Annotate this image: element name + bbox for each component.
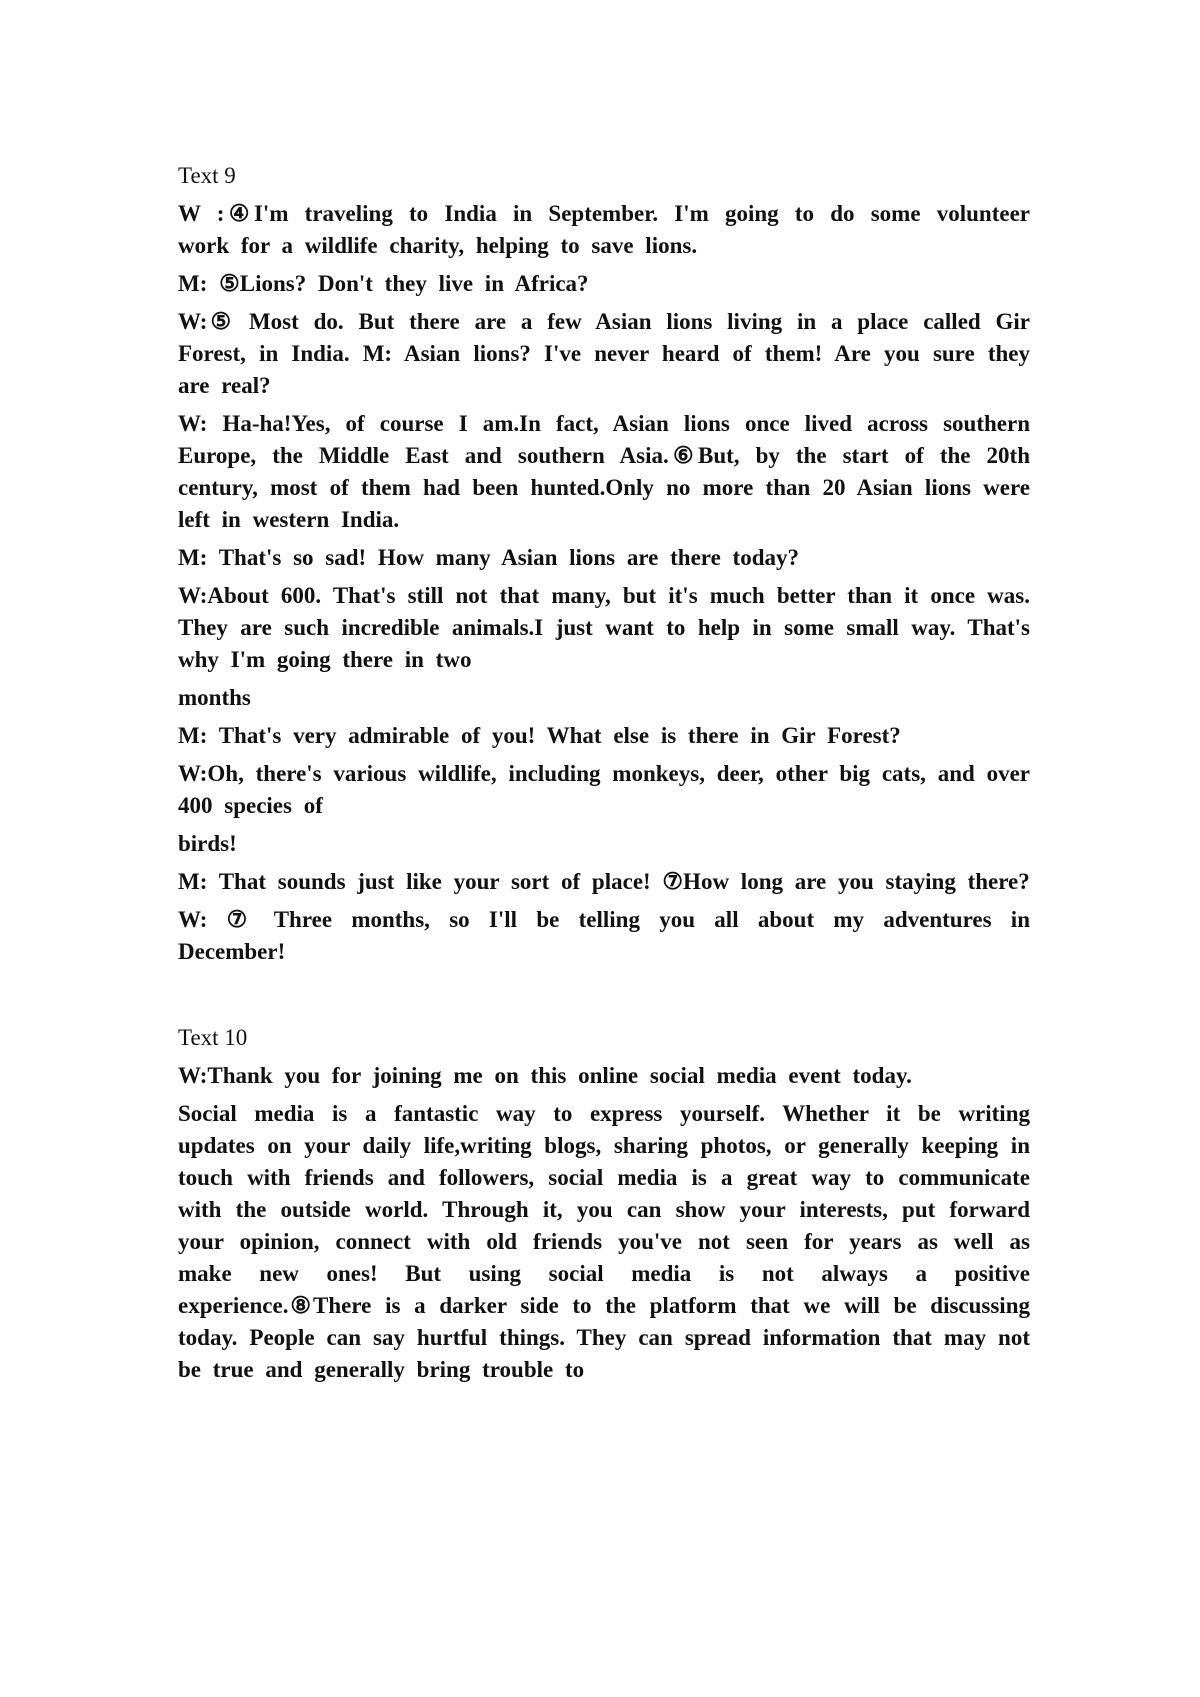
text9-paragraph: months [178,685,251,710]
text9-paragraph: W: Ha-ha!Yes, of course I am.In fact, Asian lions once lived across southern Europe, the Middle East and southern Asia.⑥But, by the start of the 20th century, most of them had been hunted.Only no more than 20 Asian lions were left in western India. [178,411,1030,532]
text10-paragraph: W:Thank you for joining me on this online social media event today. [178,1063,912,1088]
text9-paragraph: M: That's very admirable of you! What else is there in Gir Forest? [178,723,901,748]
text10-title: Text 10 [178,1025,248,1050]
text9-paragraph: M: ⑤Lions? Don't they live in Africa? [178,271,589,296]
section-gap [178,974,1030,1022]
text9-title: Text 9 [178,163,236,188]
text9-paragraph: W: ⑦ Three months, so I'll be telling you all about my adventures in December! [178,907,1030,964]
text9-paragraph: W:About 600. That's still not that many, but it's much better than it once was. They are such incredible animals.I just want to help in some small way. That's why I'm going there in two [178,583,1030,672]
text9-paragraph: W:Oh, there's various wildlife, including monkeys, deer, other big cats, and over 400 species of [178,761,1030,818]
text9-paragraph: M: That sounds just like your sort of place! ⑦How long are you staying there? [178,869,1030,894]
text9-paragraph: M: That's so sad! How many Asian lions are there today? [178,545,799,570]
text10-paragraph: Social media is a fantastic way to express yourself. Whether it be writing updates on your daily life,writing blogs, sharing photos, or generally keeping in touch with friends and followers, social media is a great way to communicate with the outside world. Through it, you can show your interests, put forward your opinion, connect with old friends you've not seen for years as well as make new ones! But using social media is not always a positive experience.⑧There is a darker side to the platform that we will be discussing today. People can say hurtful things. They can spread information that may not be true and generally bring trouble to [178,1101,1030,1382]
text9-paragraph: birds! [178,831,237,856]
text9-paragraph: W :④I'm traveling to India in September. I'm going to do some volunteer work for a wildlife charity, helping to save lions. [178,201,1030,258]
document-page [178,160,1030,1392]
text9-paragraph: W:⑤ Most do. But there are a few Asian lions living in a place called Gir Forest, in India. M: Asian lions? I've never heard of them! Are you sure they are real? [178,309,1030,398]
